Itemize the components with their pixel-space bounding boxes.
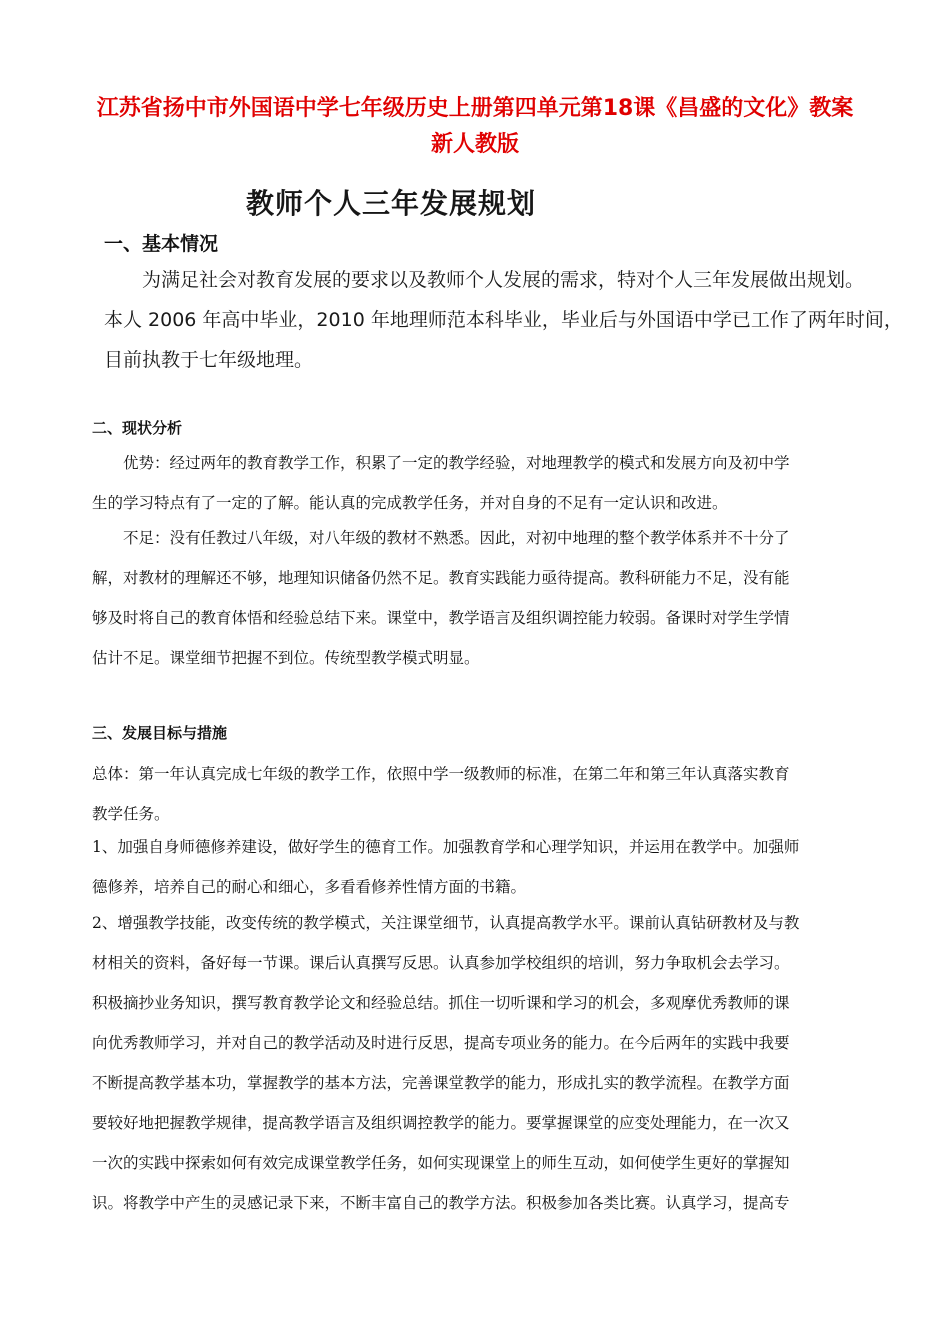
text-line: 一次的实践中探索如何有效完成课堂教学任务，如何实现课堂上的师生互动，如何使学生更好的掌握知 <box>92 1154 790 1172</box>
text-line: 为满足社会对教育发展的要求以及教师个人发展的需求，特对个人三年发展做出规划。 <box>142 269 865 291</box>
text-line: 不断提高教学基本功，掌握教学的基本方法，完善课堂教学的能力，形成扎实的教学流程。在教学方面 <box>92 1074 790 1092</box>
text-line: 要较好地把握教学规律，提高教学语言及组织调控教学的能力。要掌握课堂的应变处理能力，在一次又 <box>92 1114 790 1132</box>
text-line: 生的学习特点有了一定的了解。能认真的完成教学任务，并对自身的不足有一定认识和改进。 <box>92 494 728 512</box>
text-line: 够及时将自己的教育体悟和经验总结下来。课堂中，教学语言及组织调控能力较弱。备课时对学生学情 <box>92 609 790 627</box>
text-line: 德修养，培养自己的耐心和细心，多看看修养性情方面的书籍。 <box>92 878 527 896</box>
text-line: 教学任务。 <box>92 805 170 823</box>
text-line: 向优秀教师学习，并对自己的教学活动及时进行反思，提高专项业务的能力。在今后两年的实践中我要 <box>92 1034 790 1052</box>
text-line: 目前执教于七年级地理。 <box>104 349 314 371</box>
text-line: 解，对教材的理解还不够，地理知识储备仍然不足。教育实践能力亟待提高。教科研能力不足，没有能 <box>92 569 790 587</box>
text-line: 材相关的资料，备好每一节课。课后认真撰写反思。认真参加学校组织的培训，努力争取机会去学习。 <box>92 954 790 972</box>
text-line: 2、增强教学技能，改变传统的教学模式，关注课堂细节，认真提高教学水平。课前认真钻研教材及与教 <box>92 914 800 932</box>
weaknesses-paragraph <box>92 518 862 678</box>
text-line: 积极摘抄业务知识，撰写教育教学论文和经验总结。抓住一切听课和学习的机会，多观摩优秀教师的课 <box>92 994 790 1012</box>
section-basic-info-heading: 一、基本情况 <box>104 233 219 255</box>
measure-item-2 <box>92 903 862 1223</box>
text-line: 本人 2006 年高中毕业，2010 年地理师范本科毕业，毕业后与外国语中学已工作了两年时间， <box>104 309 903 331</box>
text-line: 估计不足。课堂细节把握不到位。传统型教学模式明显。 <box>92 649 480 667</box>
text-line: 总体：第一年认真完成七年级的教学工作，依照中学一级教师的标准，在第二年和第三年认真落实教育 <box>92 765 790 783</box>
section-basic-info-body <box>104 260 903 380</box>
measure-item-1 <box>92 827 862 907</box>
document-title-line-1: 江苏省扬中市外国语中学七年级历史上册第四单元第18课《昌盛的文化》教案 <box>96 96 854 121</box>
text-line: 不足：没有任教过八年级，对八年级的教材不熟悉。因此，对初中地理的整个教学体系并不十分了 <box>123 529 790 547</box>
plan-title: 教师个人三年发展规划 <box>246 187 537 220</box>
section-status-analysis-heading: 二、现状分析 <box>92 419 183 437</box>
text-line: 1、加强自身师德修养建设，做好学生的德育工作。加强教育学和心理学知识，并运用在教学中。加强师 <box>92 838 800 856</box>
section-goals-measures-heading: 三、发展目标与措施 <box>92 724 228 742</box>
advantages-paragraph <box>92 443 862 523</box>
document-title-line-2: 新人教版 <box>430 132 519 157</box>
text-line: 识。将教学中产生的灵感记录下来，不断丰富自己的教学方法。积极参加各类比赛。认真学习，提高专 <box>92 1194 790 1212</box>
overall-goal-paragraph <box>92 754 862 834</box>
text-line: 优势：经过两年的教育教学工作，积累了一定的教学经验，对地理教学的模式和发展方向及初中学 <box>123 454 790 472</box>
